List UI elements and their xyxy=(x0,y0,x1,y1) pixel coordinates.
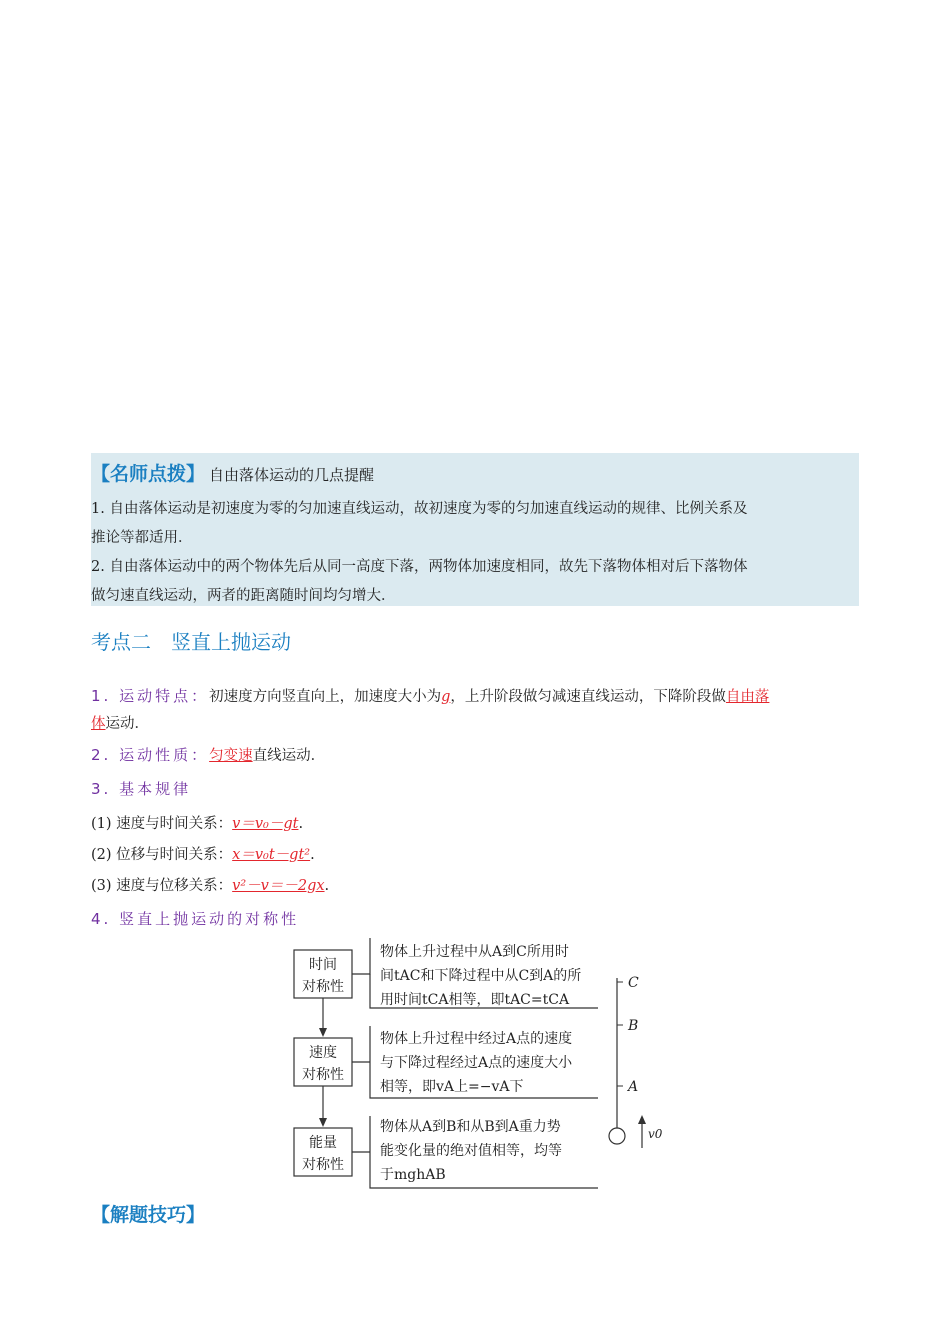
law-2 xyxy=(91,841,861,869)
desc-1-line-1: 物体上升过程中从A到C所用时 xyxy=(380,944,569,960)
desc-1-line-3: 用时间tCA相等，即tAC=tCA xyxy=(380,992,570,1008)
desc-3-line-3: 于mghAB xyxy=(380,1167,446,1183)
teacher-tip-box xyxy=(91,453,859,606)
point-c-label: C xyxy=(628,975,639,991)
section-title: 考点二 竖直上抛运动 xyxy=(91,630,291,654)
symmetry-diagram xyxy=(290,938,670,1194)
law-3-formula: v²－v＝－2gx xyxy=(232,878,325,894)
desc-2-line-1: 物体上升过程中经过A点的速度 xyxy=(380,1031,573,1047)
tip-paragraph-2-line-1: 2. 自由落体运动中的两个物体先后从同一高度下落，两物体加速度相同，故先下落物体相对后下落物体 xyxy=(91,559,748,575)
item-1-g: g xyxy=(441,689,451,705)
time-box-line-1: 时间 xyxy=(309,957,337,973)
desc-3-line-1: 物体从A到B和从B到A重力势 xyxy=(380,1119,561,1135)
tip-subtitle: 自由落体运动的几点提醒 xyxy=(209,466,375,484)
speed-box-line-2: 对称性 xyxy=(302,1067,344,1083)
energy-box-line-1: 能量 xyxy=(309,1135,337,1151)
desc-2-line-3: 相等，即vA上=−vA下 xyxy=(380,1079,524,1095)
item-4 xyxy=(91,905,861,934)
law-3 xyxy=(91,872,861,900)
desc-1-line-2: 间tAC和下降过程中从C到A的所 xyxy=(380,968,582,984)
item-2 xyxy=(91,741,861,770)
tip-heading xyxy=(91,459,374,486)
point-a-label: A xyxy=(628,1079,639,1095)
item-1-red-a: 自由落 xyxy=(725,689,770,705)
bracket-1 xyxy=(352,938,370,974)
law-1-formula: v＝v₀－gt xyxy=(232,816,299,832)
law-1-prefix: (1) 速度与时间关系： xyxy=(91,816,233,832)
desc-3-line-2: 能变化量的绝对值相等，均等 xyxy=(380,1143,562,1159)
item-1-label: 1. 运动特点 xyxy=(91,687,192,705)
skill-title: 【解题技巧】 xyxy=(91,1204,206,1226)
time-box-line-2: 对称性 xyxy=(302,979,344,995)
item-3 xyxy=(91,775,861,804)
law-2-prefix: (2) 位移与时间关系： xyxy=(91,847,233,863)
v0-arrow-head xyxy=(638,1115,646,1124)
tip-paragraph-1-line-2: 推论等都适用． xyxy=(91,530,193,546)
law-1 xyxy=(91,810,861,838)
item-4-label: 4. 竖直上抛运动的对称性 xyxy=(91,910,300,928)
v0-label: v0 xyxy=(648,1127,663,1141)
point-b-label: B xyxy=(628,1018,639,1034)
arrow-1-head xyxy=(319,1028,327,1037)
item-1-text-b: ，上升阶段做匀减速直线运动，下降阶段做 xyxy=(450,689,726,705)
item-2-colon: ： xyxy=(191,746,210,764)
item-1-text-c: 运动． xyxy=(105,716,149,732)
energy-box-line-2: 对称性 xyxy=(302,1157,344,1173)
item-2-label: 2. 运动性质 xyxy=(91,746,192,764)
item-1-continued xyxy=(91,710,861,738)
item-2-text: 直线运动． xyxy=(252,748,326,764)
item-1 xyxy=(91,682,861,711)
item-2-red: 匀变速 xyxy=(209,748,253,764)
tip-bracket-title: 【名师点拨】 xyxy=(91,463,206,485)
item-3-label: 3. 基本规律 xyxy=(91,780,192,798)
law-3-end: . xyxy=(324,878,330,894)
law-2-end: . xyxy=(310,847,315,863)
item-1-red-b: 体 xyxy=(91,716,106,732)
tip-paragraph-2-line-2: 做匀速直线运动，两者的距离随时间均匀增大． xyxy=(91,588,396,604)
law-1-end: . xyxy=(298,816,304,832)
item-1-colon: ： xyxy=(191,687,210,705)
speed-box-line-1: 速度 xyxy=(309,1045,337,1061)
law-3-prefix: (3) 速度与位移关系： xyxy=(91,878,233,894)
ball xyxy=(609,1128,625,1144)
law-2-formula: x＝v₀t－gt² xyxy=(232,847,311,863)
tip-paragraph-1-line-1: 1. 自由落体运动是初速度为零的匀加速直线运动，故初速度为零的匀加速直线运动的规律、比例关系及 xyxy=(91,501,748,517)
arrow-2-head xyxy=(319,1118,327,1127)
desc-2-line-2: 与下降过程经过A点的速度大小 xyxy=(380,1055,573,1071)
item-1-text-a: 初速度方向竖直向上，加速度大小为 xyxy=(209,689,442,705)
